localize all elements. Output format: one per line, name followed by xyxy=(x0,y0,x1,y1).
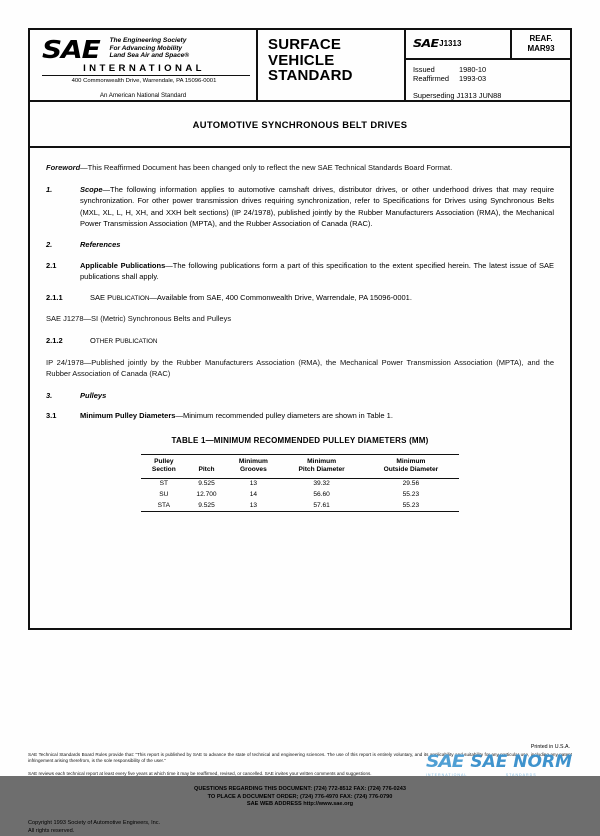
col-minimum-grooves-l2: Grooves xyxy=(240,465,267,473)
document-header xyxy=(28,28,572,102)
watermark-sae-norm-text: SAE NORM xyxy=(470,752,572,772)
section-211-number: 2.1.1 xyxy=(46,292,63,302)
doc-type-line-1: SURFACE xyxy=(268,36,342,53)
reference-sae-j1278: SAE J1278—SI (Metric) Synchronous Belts and Pulleys xyxy=(46,314,232,324)
section-pulleys-label: Pulleys xyxy=(80,390,107,400)
cell-outside-diameter: 55.23 xyxy=(402,491,420,499)
header-logo-block xyxy=(30,30,258,100)
section-references xyxy=(46,239,554,251)
col-pulley-section xyxy=(141,454,187,478)
cell-grooves: 13 xyxy=(226,500,280,511)
cell-pitch-diameter: 56.60 xyxy=(313,491,330,499)
foreword-paragraph xyxy=(46,162,554,174)
table-row xyxy=(141,490,459,501)
issued-row xyxy=(413,65,570,74)
cell-outside-diameter: 55.23 xyxy=(363,500,459,511)
contact-orders: TO PLACE A DOCUMENT ORDER; (724) 776-4970 FAX: (724) 776-0790 xyxy=(207,793,393,800)
contact-block xyxy=(28,786,572,808)
foreword-text: —This Reaffirmed Document has been changed only to reflect the new SAE Technical Standards Board Format. xyxy=(80,163,453,172)
document-number-cell xyxy=(406,30,512,58)
doc-type-line-3: STANDARD xyxy=(268,67,353,84)
cell-section: SU xyxy=(159,491,169,499)
header-dates-cell xyxy=(406,60,570,100)
section-scope-text: —The following information applies to automotive camshaft drives, distributor drives, or other underhood drives that may require synchronization. For other power transmission drives requiring synchronization, refer to Specifications for Drives using Synchronous Belts (MXL, XL, L, H, XH, and XXH belt sections) (IP 24/1978), published jointly by the Rubber Manufacturers Association (RMA), the Mechanical Power Transmission Association (MPTA), and the Rubber Association of Canada (RAC). xyxy=(80,184,554,229)
issued-label: Issued xyxy=(413,64,435,74)
col-pulley-section-l1: Pulley xyxy=(154,457,174,465)
legal-paragraph-1: SAE Technical Standards Board Rules provide that: “This report is published by SAE to advance the state of technical and engineering sciences. The use of this report is entirely voluntary, and its applicability and suitability for any particular use, including any patent infringement arising therefrom, is the sole responsibility of the user.” xyxy=(28,752,572,764)
col-minimum-outside-diameter-l2: Outside Diameter xyxy=(383,465,439,473)
col-pitch xyxy=(187,454,227,478)
section-applicable-publications xyxy=(46,260,554,283)
sae-mini-logo: SAE xyxy=(413,37,439,51)
copyright-line-2: All rights reserved. xyxy=(28,828,75,835)
section-212-caps-2: P xyxy=(113,335,121,345)
contact-web-address[interactable]: SAE WEB ADDRESS http://www.sae.org xyxy=(246,801,354,808)
section-references-body xyxy=(80,239,554,251)
section-21-number: 2.1 xyxy=(46,260,57,270)
section-21-text: —The following publications form a part of this specification to the extent specified herein. The latest issue of SAE publications shall apply. xyxy=(80,260,554,282)
section-211-smallcaps: UBLICATION xyxy=(112,294,150,302)
col-pulley-section-l2: Section xyxy=(151,465,176,473)
document-title-band xyxy=(28,102,572,148)
section-pulleys xyxy=(46,390,554,402)
watermark-text-sub: STANDARDS xyxy=(505,773,537,777)
cell-pitch: 12.700 xyxy=(196,491,217,499)
foreword-label: Foreword xyxy=(46,163,81,172)
section-pulleys-body xyxy=(80,390,554,402)
section-21-label: Applicable Publications xyxy=(80,260,166,270)
section-212-smallcaps-1: THER xyxy=(95,337,113,345)
sae-tagline-line-1: The Engineering Society xyxy=(109,37,187,44)
watermark-badge-sub: INTERNATIONAL xyxy=(425,773,468,777)
reaffirmation-date: MAR93 xyxy=(527,43,555,53)
cell-pitch: 9.525 xyxy=(198,480,215,488)
sae-norm-watermark xyxy=(426,754,572,780)
doc-type-line-2: VEHICLE xyxy=(268,51,335,69)
issued-value: 1980-10 xyxy=(459,64,487,74)
superseding-note: Superseding J1313 JUN88 xyxy=(413,90,502,100)
col-pitch-l2: Pitch xyxy=(198,465,215,473)
col-minimum-pitch-diameter-l2: Pitch Diameter xyxy=(298,465,345,473)
reaffirmed-label: Reaffirmed xyxy=(413,74,450,84)
document-sheet xyxy=(28,28,572,746)
col-minimum-grooves xyxy=(226,454,280,478)
table-body xyxy=(141,478,459,511)
document-footer xyxy=(28,744,572,836)
section-minimum-pulley-diameters xyxy=(46,410,554,422)
sae-tagline xyxy=(109,36,189,60)
section-sae-publication xyxy=(46,292,554,305)
col-minimum-pitch-diameter-l1: Minimum xyxy=(307,457,337,465)
sae-tagline-line-3: Land Sea Air and Space® xyxy=(109,52,190,60)
section-31-label: Minimum Pulley Diameters xyxy=(80,411,176,421)
section-31-body xyxy=(80,410,554,422)
cell-pitch-diameter: 57.61 xyxy=(280,500,362,511)
section-211-text: —Available from SAE, 400 Commonwealth Drive, Warrendale, PA 15096-0001. xyxy=(149,292,412,302)
cell-pitch-diameter: 39.32 xyxy=(313,480,330,488)
header-meta-block xyxy=(406,30,570,100)
sae-logo: SAE xyxy=(42,35,100,64)
watermark-badge-col xyxy=(426,754,468,780)
document-type-block xyxy=(258,30,406,100)
table-caption: TABLE 1—MINIMUM RECOMMENDED PULLEY DIAMETERS (MM) xyxy=(171,435,429,445)
reaffirmed-row xyxy=(413,74,570,83)
document-number: J1313 xyxy=(439,39,462,49)
cell-grooves: 13 xyxy=(249,480,258,488)
section-pulleys-number: 3. xyxy=(46,390,53,400)
section-scope-label: Scope xyxy=(80,184,103,194)
section-211-body xyxy=(90,292,554,305)
watermark-text-col xyxy=(470,754,572,780)
cell-grooves: 14 xyxy=(249,491,258,499)
col-minimum-outside-diameter xyxy=(363,454,459,478)
american-national-standard-note: An American National Standard xyxy=(99,92,187,99)
table-header-row xyxy=(141,454,459,478)
page-title: AUTOMOTIVE SYNCHRONOUS BELT DRIVES xyxy=(192,118,408,130)
cell-outside-diameter: 29.56 xyxy=(402,480,420,488)
section-31-number: 3.1 xyxy=(46,411,57,421)
col-minimum-outside-diameter-l1: Minimum xyxy=(396,457,426,465)
copyright-line-1: Copyright 1993 Society of Automotive Engineers, Inc. xyxy=(28,820,161,827)
section-21-body xyxy=(80,260,554,283)
reaffirmed-value: 1993-03 xyxy=(459,74,487,84)
sae-international-label: INTERNATIONAL xyxy=(83,63,205,74)
section-other-publication xyxy=(46,335,554,348)
section-scope-number: 1. xyxy=(46,184,53,194)
cell-pitch: 9.525 xyxy=(187,500,227,511)
cell-section: ST xyxy=(159,480,169,488)
header-meta-top-row xyxy=(406,30,570,60)
table-row xyxy=(141,500,459,511)
section-212-smallcaps-2: UBLICATION xyxy=(120,337,158,345)
col-pitch-l1 xyxy=(189,458,225,466)
reaffirmation-label: REAF. xyxy=(529,33,553,43)
sae-tagline-line-2: For Advancing Mobility xyxy=(109,44,183,52)
pulley-diameters-table xyxy=(141,454,459,512)
contact-questions: QUESTIONS REGARDING THIS DOCUMENT: (724) 772-8512 FAX: (724) 776-0243 xyxy=(193,786,406,793)
printed-in-usa: Printed in U.S.A. xyxy=(530,744,570,750)
section-212-caps: O xyxy=(90,335,96,345)
section-211-caps: SAE P xyxy=(90,292,113,302)
table-head xyxy=(141,454,459,478)
reaffirmation-cell xyxy=(512,30,570,58)
col-minimum-grooves-l1: Minimum xyxy=(238,457,268,465)
section-references-number: 2. xyxy=(46,239,53,249)
section-31-text: —Minimum recommended pulley diameters are shown in Table 1. xyxy=(175,411,393,421)
section-references-label: References xyxy=(80,239,121,249)
section-scope-body xyxy=(80,184,554,230)
document-body xyxy=(28,148,572,630)
sae-address: 400 Commonwealth Drive, Warrendale, PA 15096-0001 xyxy=(42,75,250,84)
legal-paragraph-2: SAE reviews each technical report at least every five years at which time it may be reaffirmed, revised, or cancelled. SAE invites your written comments and suggestions. xyxy=(28,770,372,776)
section-scope xyxy=(46,184,554,230)
cell-section: STA xyxy=(141,500,187,511)
reference-ip-24-1978: IP 24/1978—Published jointly by the Rubber Manufacturers Association (RMA), the Mechanical Power Transmission Association (MPTA), and the Rubber Association of Canada (RAC) xyxy=(46,357,554,379)
section-212-body xyxy=(90,335,554,348)
table-row xyxy=(141,478,459,489)
watermark-sae-badge: SAE xyxy=(425,752,464,772)
section-212-number: 2.1.2 xyxy=(46,335,63,345)
col-minimum-pitch-diameter xyxy=(280,454,362,478)
